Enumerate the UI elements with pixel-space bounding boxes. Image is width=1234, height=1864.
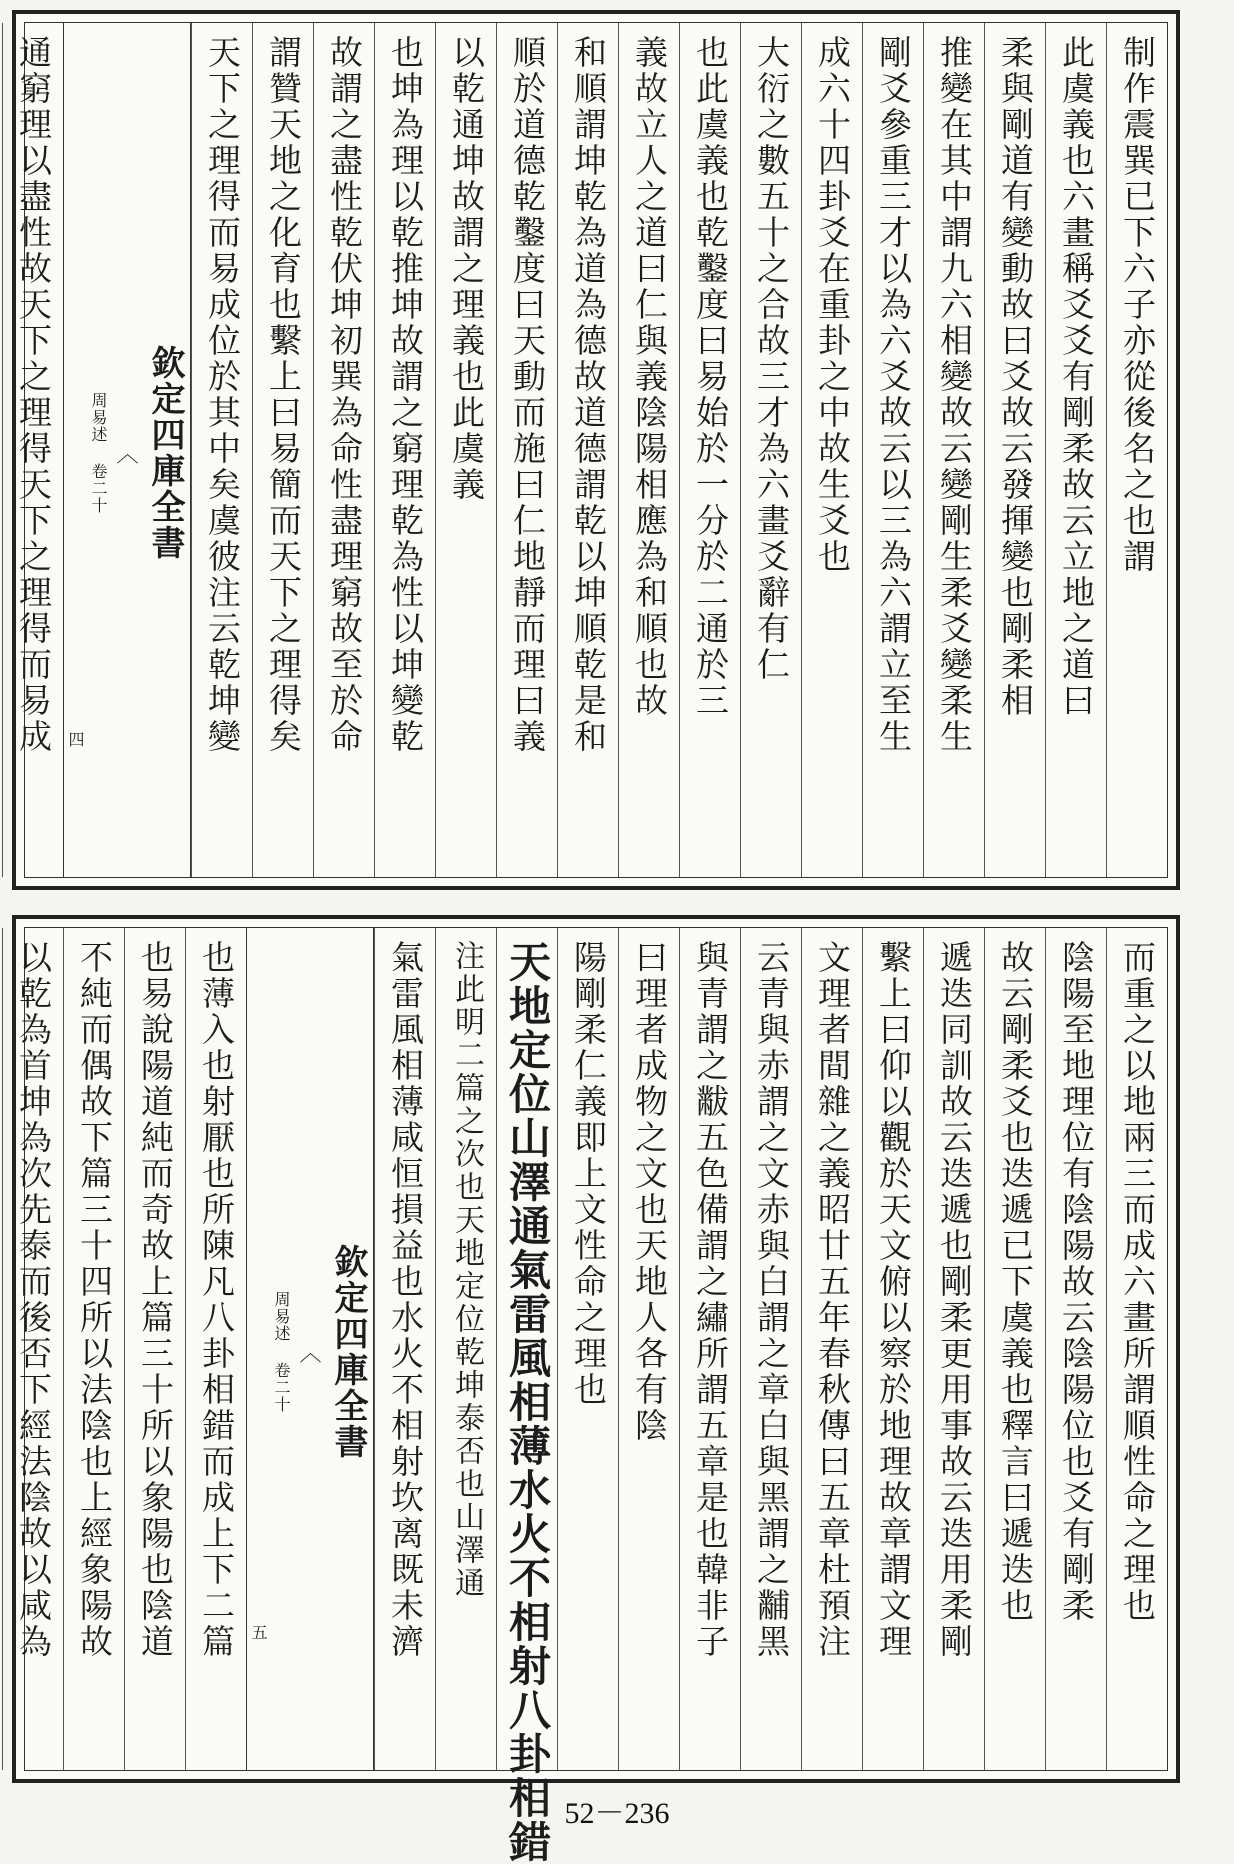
- main-text-column: 天地定位山澤通氣雷風相薄水火不相射八卦相錯: [496, 928, 557, 1770]
- leaf-number: 五: [249, 1624, 268, 1640]
- text-column: 大衍之數五十之合故三才為六畫爻辭有仁: [740, 23, 801, 877]
- top-page-text-frame: [14, 22, 1168, 878]
- text-column: 文理者間雜之義昭廿五年春秋傳曰五章杜預注: [801, 928, 862, 1770]
- text-column: 曰理者成物之文也天地人各有陰: [618, 928, 679, 1770]
- text-column: 天下之理得而易成位於其中矣虞彼注云乾坤變: [191, 23, 252, 877]
- text-column: 義故立人之道曰仁與義陰陽相應為和順也故: [618, 23, 679, 877]
- text-column: 以乾通坤故謂之理義也此虞義: [435, 23, 496, 877]
- text-column: 成六十四卦爻在重卦之中故生爻也: [801, 23, 862, 877]
- text-column: 云青與赤謂之文赤與白謂之章白與黑謂之黼黑: [740, 928, 801, 1770]
- text-column: 制作震巽已下六子亦從後名之也謂: [1106, 23, 1167, 877]
- center-fold-heading: [246, 928, 374, 1770]
- text-column: 柔與剛道有變動故曰爻故云發揮變也剛柔相: [984, 23, 1045, 877]
- text-column: 也薄入也射厭也所陳凡八卦相錯而成上下二篇: [185, 928, 246, 1770]
- commentary-column: 注此明二篇之次也天地定位乾坤泰否也山澤通: [435, 928, 496, 1770]
- leaf-number: 四: [66, 731, 85, 747]
- fish-tail-icon: ︿: [113, 442, 138, 464]
- text-column: 繫上曰仰以觀於天文俯以察於地理故章謂文理: [862, 928, 923, 1770]
- text-column: 故云剛柔爻也迭遞已下虞義也釋言曰遞迭也: [984, 928, 1045, 1770]
- center-fold-heading: [63, 23, 191, 877]
- fish-tail-icon: ︿: [296, 1341, 321, 1363]
- text-column: 與青謂之黻五色備謂之繡所謂五章是也韓非子: [679, 928, 740, 1770]
- text-column: 此虞義也六畫稱爻爻有剛柔故云立地之道曰: [1045, 23, 1106, 877]
- volume-label: 周易述 卷二十: [89, 392, 108, 514]
- text-column: 和順謂坤乾為道為德故道德謂乾以坤順乾是和: [557, 23, 618, 877]
- text-column: 通窮理以盡性故天下之理得天下之理得而易成: [2, 23, 63, 877]
- text-column: 遞迭同訓故云迭遞也剛柔更用事故云迭用柔剛: [923, 928, 984, 1770]
- text-column: 也此虞義也乾鑿度曰易始於一分於二通於三: [679, 23, 740, 877]
- text-column: 故謂之盡性乾伏坤初巽為命性盡理窮故至於命: [313, 23, 374, 877]
- text-column: 陽剛柔仁義即上文性命之理也: [557, 928, 618, 1770]
- top-page: [12, 10, 1180, 890]
- text-column: 也易說陽道純而奇故上篇三十所以象陽也陰道: [124, 928, 185, 1770]
- page-folio-number: 52－236: [564, 1797, 670, 1830]
- book-title: 欽定四庫全書: [328, 1244, 368, 1460]
- text-column: 以乾為首坤為次先泰而後否下經法陰故以咸為: [2, 928, 63, 1770]
- text-column: 也坤為理以乾推坤故謂之窮理乾為性以坤變乾: [374, 23, 435, 877]
- text-column: 謂贊天地之化育也繫上曰易簡而天下之理得矣: [252, 23, 313, 877]
- volume-label: 周易述 卷二十: [272, 1291, 291, 1413]
- text-column: 而重之以地兩三而成六畫所謂順性命之理也: [1106, 928, 1167, 1770]
- text-column: 不純而偶故下篇三十四所以法陰也上經象陽故: [63, 928, 124, 1770]
- text-column: 推變在其中謂九六相變故云變剛生柔爻變柔生: [923, 23, 984, 877]
- book-title: 欽定四庫全書: [145, 345, 185, 561]
- text-column: 順於道德乾鑿度曰天動而施曰仁地靜而理曰義: [496, 23, 557, 877]
- text-column: 氣雷風相薄咸恒損益也水火不相射坎离既未濟: [374, 928, 435, 1770]
- text-column: 陰陽至地理位有陰陽故云陰陽位也爻有剛柔: [1045, 928, 1106, 1770]
- text-column: 剛爻參重三才以為六爻故云以三為六謂立至生: [862, 23, 923, 877]
